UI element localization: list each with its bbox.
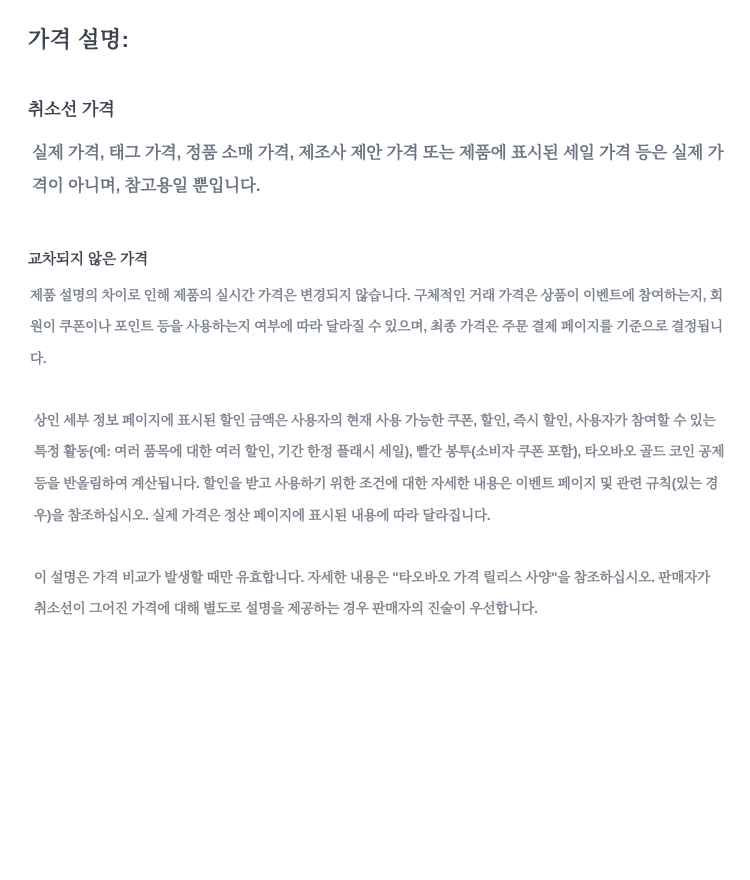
body-paragraph-realtime-price: 제품 설명의 차이로 인해 제품의 실시간 가격은 변경되지 않습니다. 구체적인 거래 가격은 상품이 이벤트에 참여하는지, 회원이 쿠폰이나 포인트 등을 사용하는지 여부에 따라 달라질 수 있으며, 최종 가격은 주문 결제 페이지를 기준으로 결정됩니다. — [30, 287, 723, 366]
section-heading-strikethrough-price: 취소선 가격 — [28, 99, 115, 119]
body-paragraph-price-comparison-note: 이 설명은 가격 비교가 발생할 때만 유효합니다. 자세한 내용은 "타오바오 가격 릴리스 사양"을 참조하십시오. 판매자가 취소선이 그어진 가격에 대해 별도로 설명을 제공하는 경우 판매자의 진술이 우선합니다. — [34, 569, 710, 617]
body-paragraph-discount-calculation: 상인 세부 정보 페이지에 표시된 할인 금액은 사용자의 현재 사용 가능한 쿠폰, 할인, 즉시 할인, 사용자가 참여할 수 있는 특정 활동(예: 여러 품목에 대한 여러 할인, 기간 한정 플래시 세일), 빨간 봉투(소비자 쿠폰 포함), 타오바오 골드 코인 공제 등을 반올림하여 계산됩니다. 할인을 받고 사용하기 위한 조건에 대한 자세한 내용은 이벤트 페이지 및 관련 규칙(있는 경우)을 참조하십시오. 실제 가격은 정산 페이지에 표시된 내용에 따라 달라집니다. — [34, 412, 725, 523]
lead-paragraph-strikethrough-price: 실제 가격, 태그 가격, 정품 소매 가격, 제조사 제안 가격 또는 제품에 표시된 세일 가격 등은 실제 가격이 아니며, 참고용일 뿐입니다. — [32, 143, 724, 195]
sub-heading-non-crossed-price: 교차되지 않은 가격 — [28, 251, 149, 268]
page-title: 가격 설명: — [28, 27, 130, 52]
